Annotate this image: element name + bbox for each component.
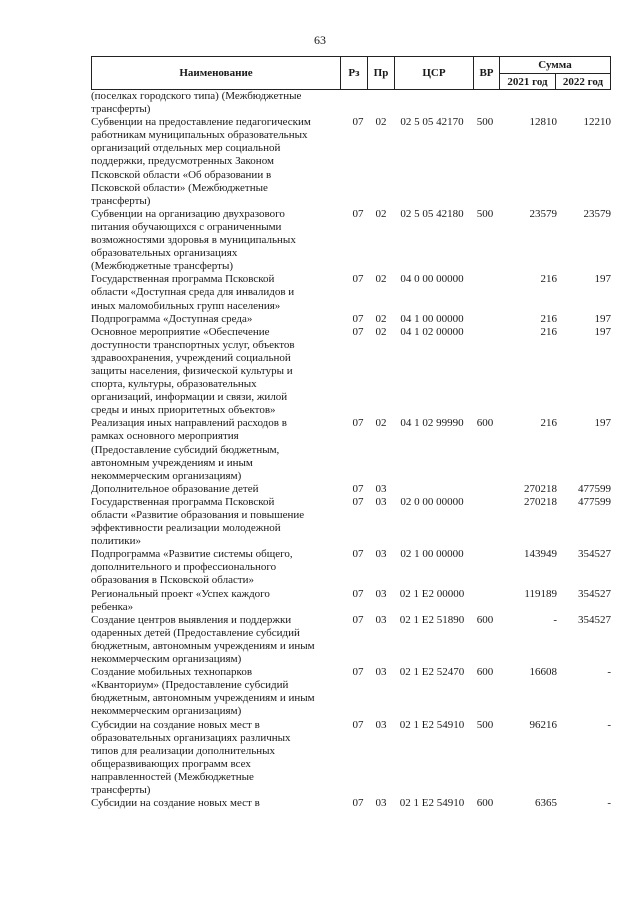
row-pr: 03 [375, 666, 387, 679]
row-name: Создание мобильных технопарков «Кванториум» (Предоставление субсидий бюджетным, автономным учреждениям и иным некоммерческим организациям) [91, 666, 315, 718]
row-rz: 07 [352, 797, 364, 810]
header-rz: Рз [340, 56, 368, 90]
row-2022: 354527 [578, 587, 611, 600]
row-csr: 02 0 00 00000 [400, 495, 464, 508]
table-row [91, 666, 611, 718]
row-pr: 03 [375, 718, 387, 731]
row-2022: - [607, 718, 611, 731]
row-2022: 197 [594, 273, 611, 286]
table-row [91, 208, 611, 273]
row-rz: 07 [352, 548, 364, 561]
table-row [91, 614, 611, 666]
row-csr: 04 0 00 00000 [400, 273, 464, 286]
row-2021: 270218 [524, 495, 557, 508]
row-2022: - [607, 797, 611, 810]
table-row [91, 797, 611, 810]
row-2022: 197 [594, 325, 611, 338]
row-name: Субвенции на организацию двухразового питания обучающихся с ограниченными возможностями здоровья в муниципальных образовательных организациях (Межбюджетные трансферты) [91, 207, 296, 273]
row-vr: 500 [476, 718, 494, 731]
row-name: Государственная программа Псковской области «Доступная среда для инвалидов и иных маломобильных групп населения» [91, 273, 295, 312]
row-pr: 02 [375, 417, 387, 430]
row-2022: 477599 [578, 495, 611, 508]
row-csr: 02 1 E2 54910 [399, 797, 465, 810]
row-name: Субсидии на создание новых мест в образовательных организациях различных типов для реализации дополнительных общеразвивающих программ всех направленностей (Межбюджетные трансферты) [91, 718, 291, 796]
header-name: Наименование [91, 56, 341, 90]
row-2021: - [553, 613, 557, 626]
row-vr: 600 [476, 613, 494, 626]
row-name: (поселках городского типа) (Межбюджетные трансферты) [91, 90, 302, 116]
row-csr: 04 1 02 99990 [400, 417, 464, 430]
row-pr: 02 [375, 116, 387, 129]
row-2022: 23579 [583, 207, 611, 220]
row-2022: 354527 [578, 548, 611, 561]
row-2021: 216 [540, 325, 557, 338]
table-row [91, 483, 611, 496]
row-rz: 07 [352, 495, 364, 508]
row-name: Региональный проект «Успех каждого ребенка» [91, 587, 270, 613]
row-vr: 500 [476, 207, 494, 220]
row-name: Дополнительное образование детей [91, 482, 259, 495]
row-2021: 6365 [535, 797, 557, 810]
row-2021: 16608 [529, 666, 557, 679]
row-pr: 02 [375, 207, 387, 220]
header-sum: Сумма [499, 56, 611, 74]
row-rz: 07 [352, 273, 364, 286]
row-2021: 96216 [529, 718, 557, 731]
row-2021: 119189 [524, 587, 557, 600]
row-csr: 02 5 05 42180 [400, 207, 464, 220]
table-header [91, 56, 611, 90]
row-csr: 02 1 E2 54910 [399, 718, 465, 731]
row-2021: 12810 [529, 116, 557, 129]
row-2022: 477599 [578, 482, 611, 495]
row-csr: 02 5 05 42170 [400, 116, 464, 129]
row-pr: 03 [375, 482, 387, 495]
row-rz: 07 [352, 482, 364, 495]
table-body [91, 90, 611, 810]
row-name: Реализация иных направлений расходов в рамках основного мероприятия (Предоставление субсидий бюджетным, автономным учреждениям и иным некоммерческим организациям) [91, 417, 287, 482]
header-pr: Пр [367, 56, 395, 90]
row-csr: 02 1 00 00000 [400, 548, 464, 561]
header-2022: 2022 год [555, 73, 611, 90]
row-vr: 600 [476, 797, 494, 810]
row-rz: 07 [352, 116, 364, 129]
row-2021: 23579 [529, 207, 557, 220]
row-name: Создание центров выявления и поддержки одаренных детей (Предоставление субсидий бюджетным, автономным учреждениям и иным некоммерческим организациям) [91, 613, 315, 666]
row-name: Подпрограмма «Доступная среда» [91, 312, 253, 325]
row-name: Подпрограмма «Развитие системы общего, дополнительного и профессионального образования в Псковской области» [91, 548, 293, 587]
table-row [91, 417, 611, 482]
row-2022: 354527 [578, 613, 611, 626]
row-pr: 03 [375, 548, 387, 561]
row-pr: 03 [375, 797, 387, 810]
row-vr: 600 [476, 417, 494, 430]
row-pr: 03 [375, 613, 387, 626]
row-rz: 07 [352, 587, 364, 600]
row-csr: 02 1 E2 51890 [399, 613, 465, 626]
row-2022: 197 [594, 417, 611, 430]
row-2021: 270218 [524, 482, 557, 495]
header-2021: 2021 год [499, 73, 556, 90]
table-row [91, 273, 611, 312]
row-2022: 197 [594, 312, 611, 325]
row-name: Государственная программа Псковской области «Развитие образования и повышение эффективности реализации молодежной политики» [91, 495, 305, 548]
row-name: Субвенции на предоставление педагогическим работникам муниципальных образовательных организаций отдельных мер социальной поддержки, предусмотренных Законом Псковской области «Об образовании в Псковской области» (Межбюджетные трансферты) [91, 116, 311, 207]
table-row [91, 326, 611, 418]
row-csr: 02 1 E2 00000 [399, 587, 465, 600]
row-csr: 04 1 02 00000 [400, 325, 464, 338]
row-rz: 07 [352, 718, 364, 731]
row-vr: 500 [476, 116, 494, 129]
row-2021: 143949 [524, 548, 557, 561]
row-rz: 07 [352, 417, 364, 430]
page-number: 63 [314, 33, 326, 47]
row-pr: 02 [375, 312, 387, 325]
row-pr: 02 [375, 325, 387, 338]
table-row [91, 496, 611, 548]
row-pr: 03 [375, 587, 387, 600]
row-2021: 216 [540, 417, 557, 430]
row-2021: 216 [540, 273, 557, 286]
row-rz: 07 [352, 666, 364, 679]
header-vr: ВР [473, 56, 500, 90]
row-name: Основное мероприятие «Обеспечение доступности транспортных услуг, объектов здравоохранения, учреждений социальной защиты населения, физической культуры и спорта, культуры, образовательных организаций, информации и связи, жилой среды и иных приоритетных объектов» [91, 325, 295, 417]
table-row [91, 719, 611, 798]
row-pr: 03 [375, 495, 387, 508]
row-rz: 07 [352, 613, 364, 626]
row-name: Субсидии на создание новых мест в [91, 797, 260, 810]
row-vr: 600 [476, 666, 494, 679]
table-row [91, 313, 611, 326]
table-row [91, 548, 611, 587]
table-row [91, 588, 611, 614]
row-rz: 07 [352, 207, 364, 220]
table-row [91, 116, 611, 208]
row-rz: 07 [352, 325, 364, 338]
row-csr: 04 1 00 00000 [400, 312, 464, 325]
row-rz: 07 [352, 312, 364, 325]
table-row [91, 90, 611, 116]
row-pr: 02 [375, 273, 387, 286]
row-2022: 12210 [583, 116, 611, 129]
row-2022: - [607, 666, 611, 679]
header-csr: ЦСР [394, 56, 474, 90]
row-2021: 216 [540, 312, 557, 325]
row-csr: 02 1 E2 52470 [399, 666, 465, 679]
